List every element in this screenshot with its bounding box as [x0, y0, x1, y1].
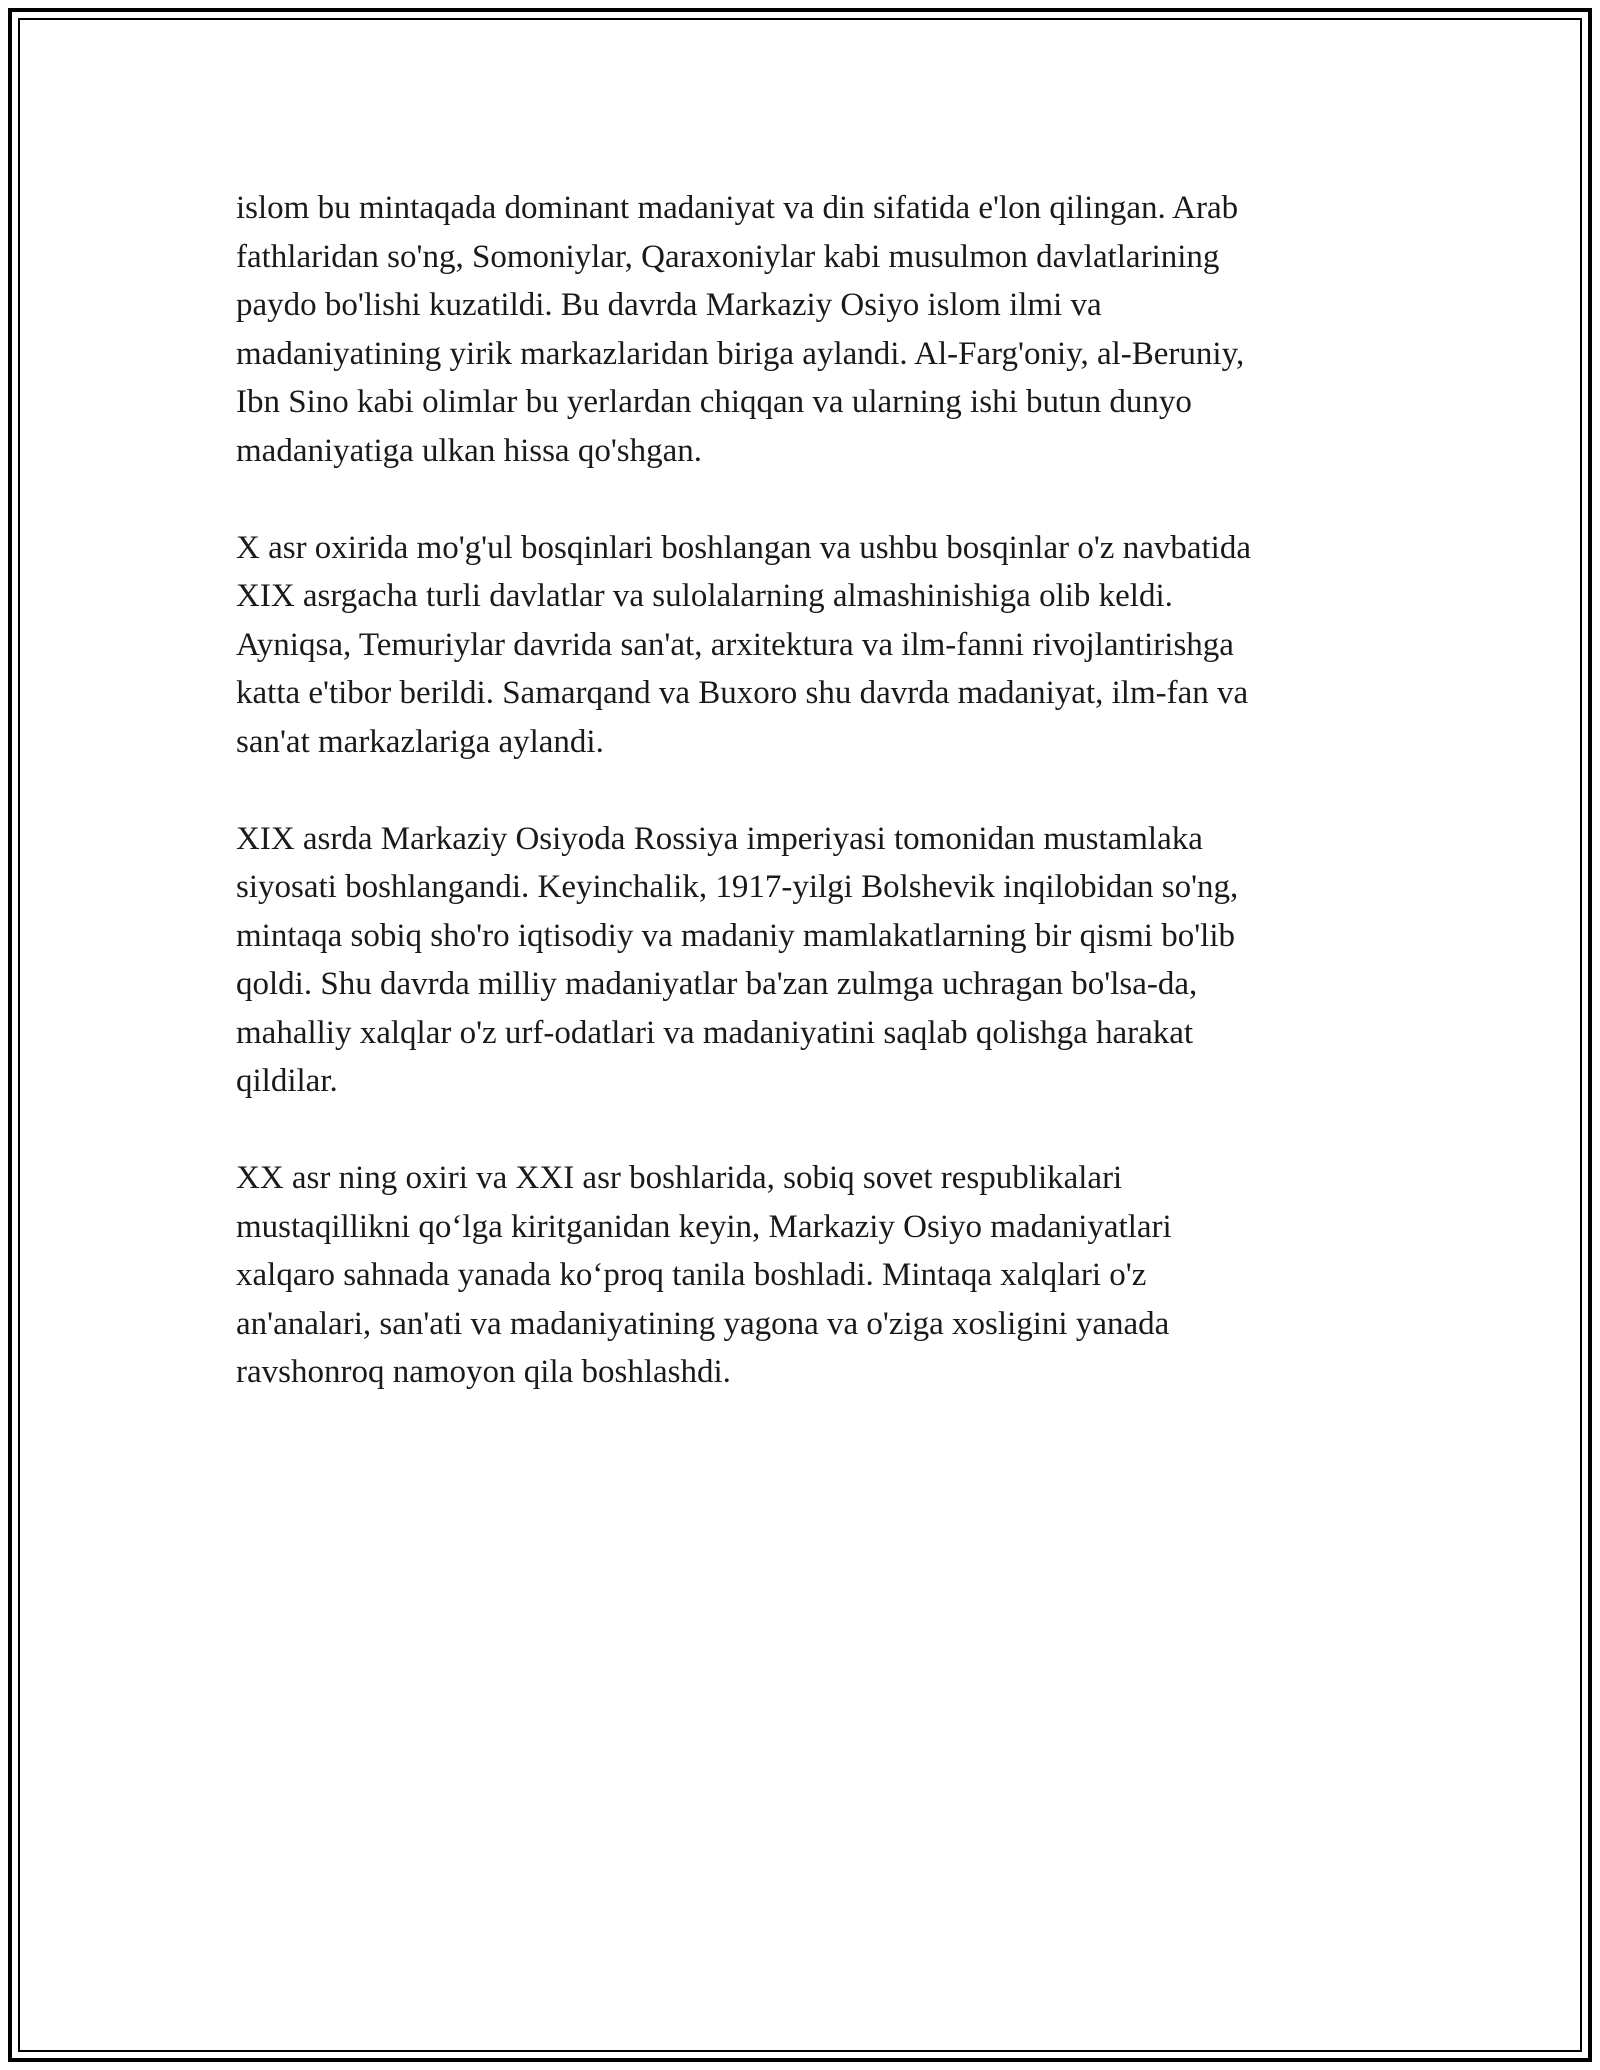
paragraph-mongol-timurid-era: X asr oxirida mo'g'ul bosqinlari boshlangan va ushbu bosqinlar o'z navbatida XIX asrgacha turli davlatlar va sulolalarning almashinishiga olib keldi. Ayniqsa, Temuriylar davrida san'at, arxitektura va ilm-fanni rivojlantirishga katta e'tibor berildi. Samarqand va Buxoro shu davrda madaniyat, ilm-fan va san'at markazlariga aylandi. — [236, 529, 1251, 760]
paragraph-russian-soviet-era: XIX asrda Markaziy Osiyoda Rossiya imperiyasi tomonidan mustamlaka siyosati boshlangandi. Keyinchalik, 1917-yilgi Bolshevik inqilobidan so'ng, mintaqa sobiq sho'ro iqtisodiy va madaniy mamlakatlarning bir qismi bo'lib qoldi. Shu davrda milliy madaniyatlar ba'zan zulmga uchragan bo'lsa-da, mahalliy xalqlar o'z urf-odatlari va madaniyatini saqlab qolishga harakat qildilar. — [236, 820, 1239, 1099]
paragraph-islam-era: islom bu mintaqada dominant madaniyat va din sifatida e'lon qilingan. Arab fathlaridan so'ng, Somoniylar, Qaraxoniylar kabi musulmon davlatlarining paydo bo'lishi kuzatildi. Bu davrda Markaziy Osiyo islom ilmi va madaniyatining yirik markazlaridan biriga aylandi. Al-Farg'oniy, al-Beruniy, Ibn Sino kabi olimlar bu yerlardan chiqqan va ularning ishi butun dunyo madaniyatiga ulkan hissa qo'shgan. — [236, 190, 1245, 469]
document-body — [236, 184, 1396, 1445]
paragraph-independence-era: XX asr ning oxiri va XXI asr boshlarida, sobiq sovet respublikalari mustaqillikni qo‘lga kiritganidan keyin, Markaziy Osiyo madaniyatlari xalqaro sahnada yanada ko‘proq tanila boshladi. Mintaqa xalqlari o'z an'analari, san'ati va madaniyatining yagona va o'ziga xosligini yanada ravshonroq namoyon qila boshlashdi. — [236, 1160, 1172, 1390]
